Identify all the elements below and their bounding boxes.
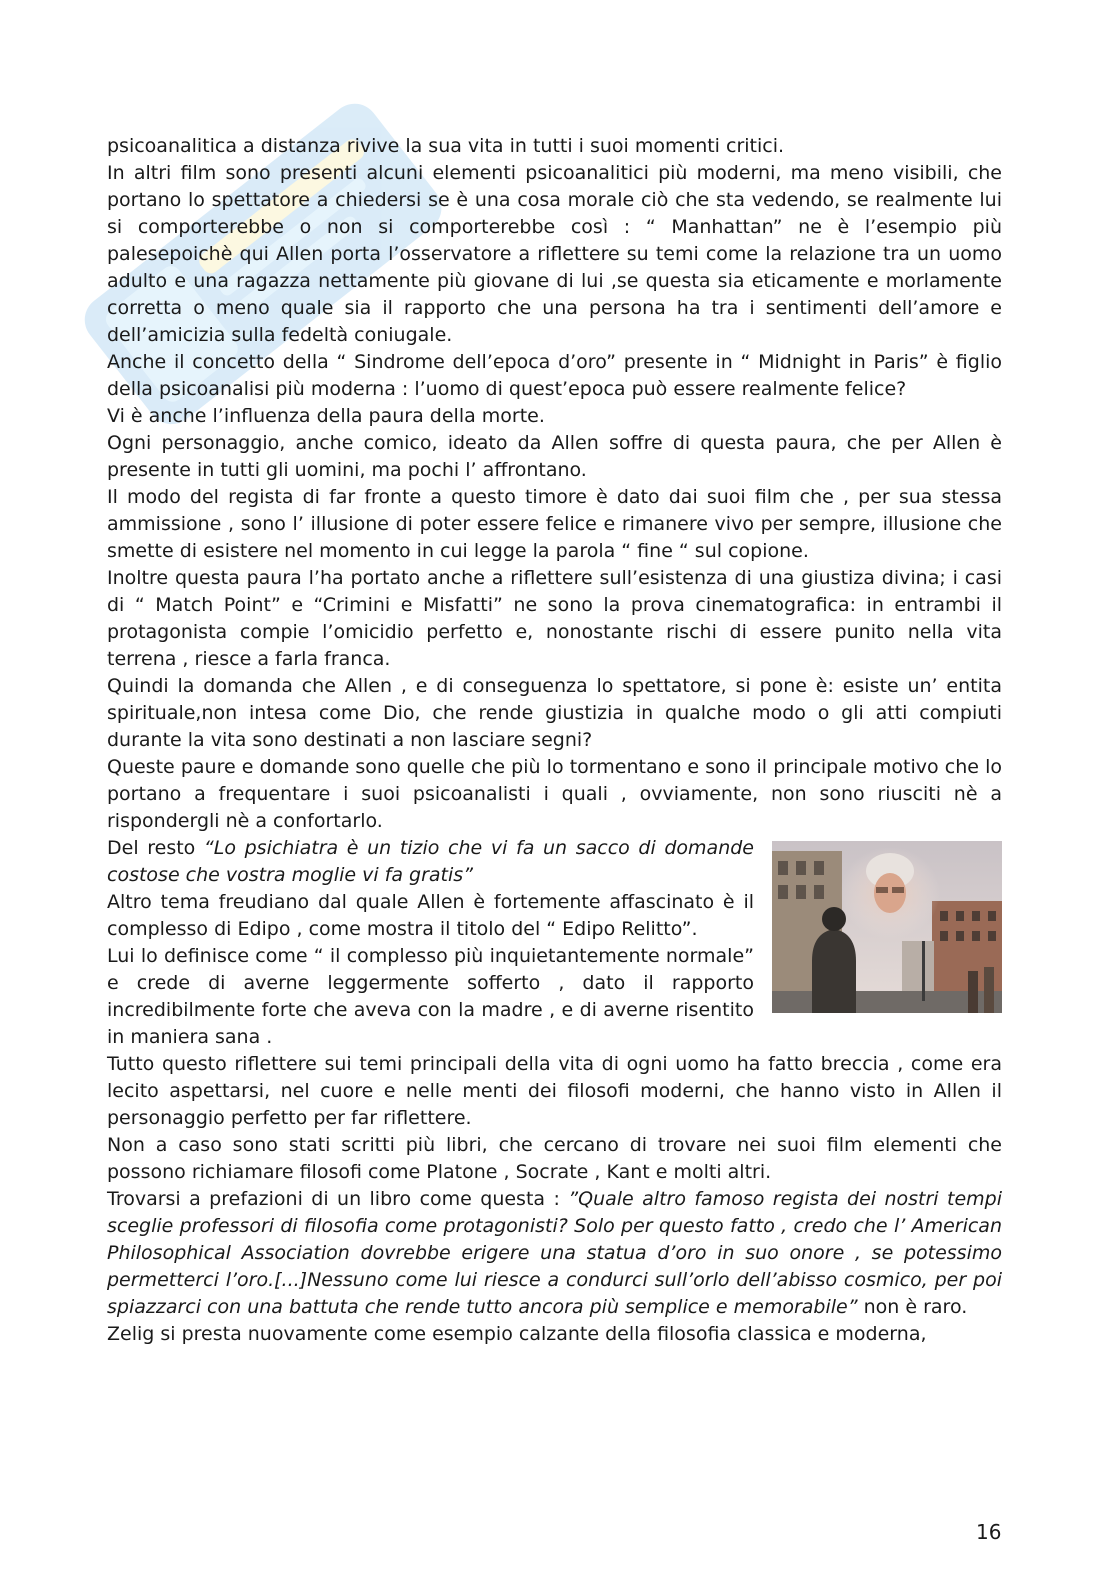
preface-intro: Trovarsi a prefazioni di un libro come questa : bbox=[107, 1188, 569, 1210]
paragraph: Ogni personaggio, anche comico, ideato da Allen soffre di questa paura, che per Allen è presente in tutti gli uomini, ma pochi l’ affrontano. bbox=[107, 432, 1002, 481]
preface-paragraph bbox=[107, 1186, 1002, 1321]
paragraph: Zelig si presta nuovamente come esempio calzante della filosofia classica e moderna, bbox=[107, 1323, 927, 1345]
paragraph: Altro tema freudiano dal quale Allen è fortemente affascinato è il complesso di Edipo , come mostra il titolo del “ Edipo Relitto”. bbox=[107, 891, 754, 940]
quote-text: “Lo psichiatra è un tizio che vi fa un sacco di domande costose che vostra moglie vi fa gratis” bbox=[107, 837, 754, 886]
paragraph: In altri film sono presenti alcuni elementi psicoanalitici più moderni, ma meno visibili, che portano lo spettatore a chiedersi se è una cosa morale ciò che sta vedendo, se realmente lui si comporterebbe o non si comporterebbe così : “ Manhattan” ne è l’esempio più palesepoichè qui Allen porta l’osservatore a riflettere su temi come la relazione tra un uomo adulto e una ragazza nettamente più giovane di lui ,se questa sia eticamente e morlamente corretta o meno quale sia il rapporto che una persona ha tra i sentimenti dell’amore e dell’amicizia sulla fedeltà coniugale. bbox=[107, 162, 1002, 346]
paragraph: Lui lo definisce come “ il complesso più inquietantemente normale” e crede di averne leggermente sofferto , dato il rapporto incredibilmente forte che aveva con la madre , e di averne risentito in maniera sana . bbox=[107, 945, 754, 1048]
page-number: 16 bbox=[976, 1520, 1002, 1544]
paragraph: Tutto questo riflettere sui temi principali della vita di ogni uomo ha fatto breccia , come era lecito aspettarsi, nel cuore e nelle menti dei filosofi moderni, che hanno visto in Allen il personaggio perfetto per far riflettere. bbox=[107, 1053, 1002, 1129]
film-still-image bbox=[772, 841, 1002, 1013]
paragraph: Non a caso sono stati scritti più libri, che cercano di trovare nei suoi film elementi che possono richiamare filosofi come Platone , Socrate , Kant e molti altri. bbox=[107, 1134, 1002, 1183]
paragraph: Quindi la domanda che Allen , e di conseguenza lo spettatore, si pone è: esiste un’ entita spirituale,non intesa come Dio, che rende giustizia in qualche modo o gli atti compiuti durante la vita sono destinati a non lasciare segni? bbox=[107, 675, 1002, 751]
paragraph: Il modo del regista di far fronte a questo timore è dato dai suoi film che , per sua stessa ammissione , sono l’ illusione di poter essere felice e rimanere vivo per sempre, illusione che smette di esistere nel momento in cui legge la parola “ fine “ sul copione. bbox=[107, 486, 1002, 562]
preface-outro: non è raro. bbox=[857, 1296, 968, 1318]
quote-intro: Del resto bbox=[107, 837, 204, 859]
paragraph: psicoanalitica a distanza rivive la sua vita in tutti i suoi momenti critici. bbox=[107, 135, 785, 157]
page-body bbox=[107, 133, 1002, 1348]
paragraph: Inoltre questa paura l’ha portato anche a riflettere sull’esistenza di una giustiza divina; i casi di “ Match Point” e “Crimini e Misfatti” ne sono la prova cinematografica: in entrambi il protagonista compie l’omicidio perfetto e, nonostante rischi di essere punito nella vita terrena , riesce a farla franca. bbox=[107, 567, 1002, 670]
preface-quote: ”Quale altro famoso regista dei nostri tempi sceglie professori di filosofia come protagonisti? Solo per questo fatto , credo che l’ American Philosophical Association dovrebbe erigere una statua d’oro in suo onore , se potessimo permetterci l’oro.[...]Nessuno come lui riesce a condurci sull’orlo dell’abisso cosmico, per poi spiazzarci con una battuta che rende tutto ancora più semplice e memorabile” bbox=[107, 1188, 1002, 1318]
paragraph: Anche il concetto della “ Sindrome dell’epoca d’oro” presente in “ Midnight in Paris” è figlio della psicoanalisi più moderna : l’uomo di quest’epoca può essere realmente felice? bbox=[107, 351, 1002, 400]
paragraph: Vi è anche l’influenza della paura della morte. bbox=[107, 405, 545, 427]
paragraph: Queste paure e domande sono quelle che più lo tormentano e sono il principale motivo che lo portano a frequentare i suoi psicoanalisti i quali , ovviamente, non sono riusciti nè a rispondergli nè a confortarlo. bbox=[107, 756, 1002, 832]
